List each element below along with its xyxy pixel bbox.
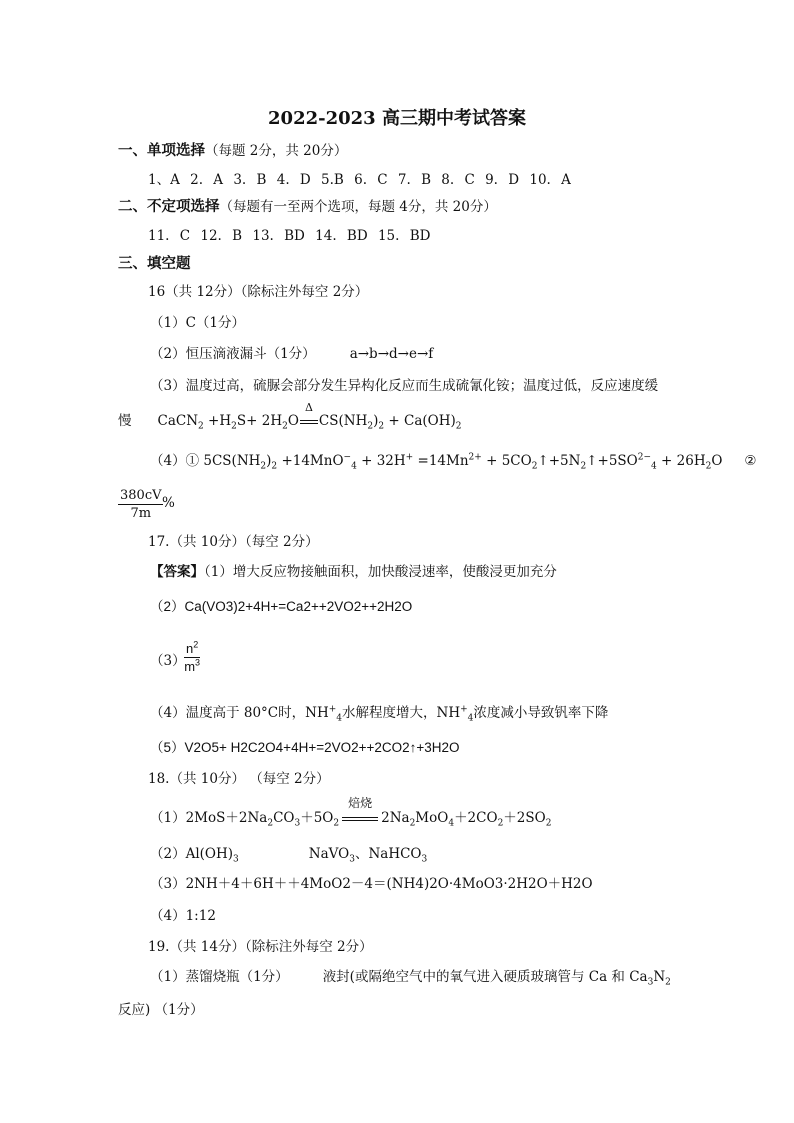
section-heading: 二、不定项选择 [118,198,220,215]
q16-answer-4: （4）① $5CS(NH_2)_2 +14MnO^-_4 + 32H^+ =14Mn^{2+}$ + $5CO_2↑+5N_2↑+5SO^{2-}_4 + 26H_2O$ ② [150,452,757,472]
q16-answer-2 [150,345,433,363]
page-title: 2022-2023 高三期中考试答案 [268,108,526,129]
q17-answer-4: （4）温度高于 80°C时，$NH^+_4$水解程度增大，$NH^+_4$浓度减小导致钒率下降 [150,704,609,724]
section-note: （每题有一至两个选项，每题 4分，共 20分） [219,199,497,215]
q17-answer-2: （2）Ca(VO3)2+4H+=Ca2++2VO2++2H2O [150,599,413,614]
q18-answer-1: $(1)2MoS+2Na_2CO_3+5O_2$ 焙烧 $2Na_2MoO_4+2CO_2+2SO_2$ [150,796,552,829]
roast-condition: 焙烧 [341,809,379,827]
q18-answer-3: （3）2NH＋4＋6H＋＋4MoO2－4＝(NH4)2O·4MoO3·2H2O＋H2O [150,876,593,892]
q17-answer-3-fraction: $\frac{n^2}{m^3}$ [184,639,201,674]
q19-heading: 19.（共 14分）（除标注外每空 2分） [148,939,373,955]
section-fill-blank: 三、填空题 [118,255,191,272]
q19-answer-1: （1）蒸馏烧瓶（1分） 液封(或隔绝空气中的氧气进入硬质玻璃管与 Ca 和 $Ca_3N_2$ [150,969,671,988]
percent-sign: % [162,495,175,511]
q16-heading: 16（共 12分）（除标注外每空 2分） [148,284,369,300]
q16-answer-3-line2: 慢 CaCN$_2$ $+H_2S+ 2H_2O$ Δ $CS(NH_2)_2 + Ca(OH)_2$ [118,401,462,432]
q17-answer-1: 【答案】（1）增大反应物接触面积，加快酸浸速率，使酸浸更加充分 [150,564,557,580]
answer-tag: 【答案】 [150,564,204,580]
section-multi-choice [118,198,497,216]
q17-heading: 17.（共 10分）（每空 2分） [148,534,319,550]
q18-answer-2: $(2)Al(OH)_3$ NaVO$_3$、NaHCO$_3$ [150,846,428,865]
q16-answer-2-text: （2）恒压滴液漏斗（1分） [150,346,316,362]
section-single-choice [118,142,347,160]
single-choice-answers: 1、A 2. A 3. B 4. D 5.B 6. C 7. B 8. C 9. D 10. A [148,172,571,188]
q16-answer-3-line1: （3）温度过高，硫脲会部分发生异构化反应而生成硫氰化铵；温度过低，反应速度缓 [150,378,659,394]
q16-fraction: $\frac{380cV}{7m}$ [120,488,162,521]
q17-answer-3-label: （3） [150,653,186,669]
q18-answer-4: （4）1:12 [150,908,216,924]
q16-answer-2-sequence: a→b→d→e→f [349,346,434,362]
section-note: （每题 2分，共 20分） [205,143,348,159]
q19-answer-1-cont: 反应) （1分） [118,1002,204,1018]
q16-answer-1: （1）C（1分） [150,315,246,331]
q17-answer-5: （5）V2O5+ H2C2O4+4H+=2VO2++2CO2↑+3H2O [150,740,460,755]
q18-heading: 18.（共 10分） （每空 2分） [148,771,330,787]
heat-condition: Δ [299,412,319,430]
multi-choice-answers: 11. C 12. B 13. BD 14. BD 15. BD [148,228,431,244]
section-heading: 一、单项选择 [118,142,205,159]
